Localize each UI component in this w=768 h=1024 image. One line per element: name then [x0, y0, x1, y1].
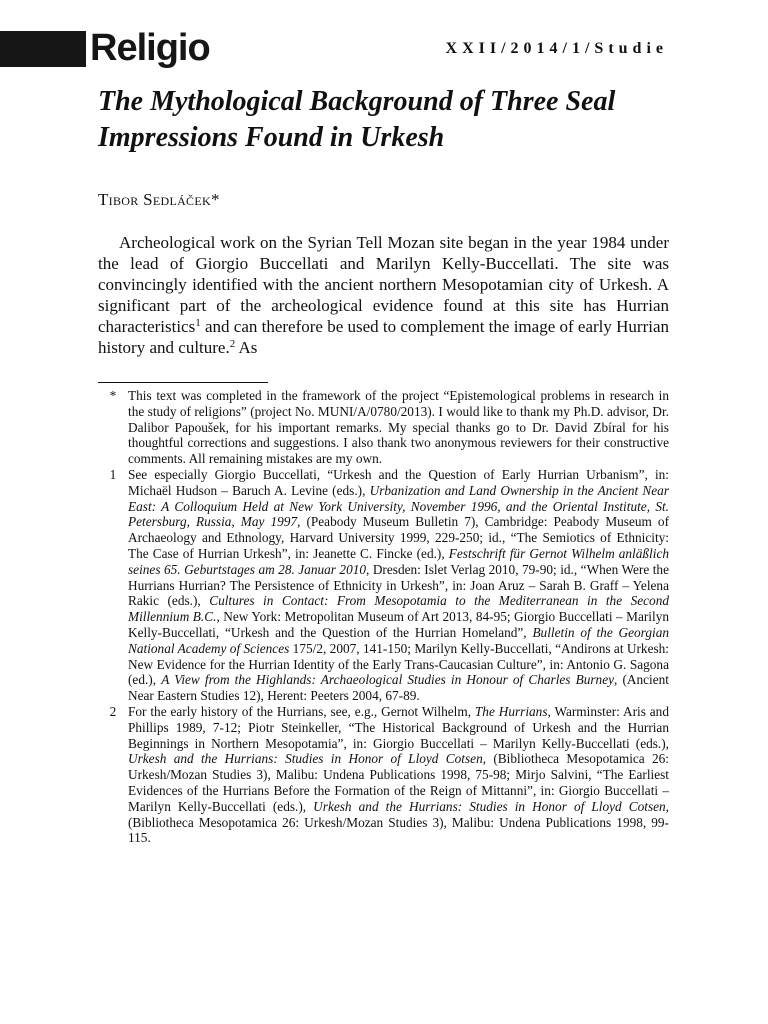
footnotes [98, 388, 669, 846]
text-run: and can therefore be used to complement the image of early Hurrian history and culture. [98, 317, 669, 357]
footnote-ref: 2 [229, 338, 236, 350]
italic-text: Urbanization and Land Ownership in the Ancient Near East: A Colloquium Held at New York University, November 1996, and the Oriental Institute, St. Petersburg, Russia, May 1997 [128, 482, 669, 530]
author-name: Tibor Sedláček* [98, 190, 220, 209]
text-run: , (Peabody Museum Bulletin 7), Cambridge: Peabody Museum of Archaeology and Ethnology, Harvard University 1999, 229-250; id., “The Semiotics of Ethnicity: The Case of Hurrian Urkesh”, in: Jeanette C. Fincke (ed.), [128, 514, 669, 561]
article-title: The Mythological Background of Three Seal Impressions Found in Urkesh [98, 86, 616, 153]
italic-text: Urkesh and the Hurrians: Studies in Honor of Lloyd Cotsen [128, 751, 483, 767]
text-run: As [235, 338, 258, 357]
italic-text: Bulletin of the Georgian National Academy of Sciences [128, 624, 669, 656]
footnote [98, 388, 669, 467]
italic-text: Cultures in Contact: From Mesopotamia to the Mediterranean in the Second Millennium B.C. [128, 593, 669, 625]
italic-text: The Hurrians [474, 703, 548, 719]
text-run: , New York: Metropolitan Museum of Art 2013, 84-95; Giorgio Buccellati – Marilyn Kelly-Buccellati, “Urkesh and the Question of the Hurrian Homeland”, [128, 609, 669, 640]
footnote-text [128, 467, 669, 704]
text-run: For the early history of the Hurrians, see, e.g., Gernot Wilhelm, [128, 703, 475, 719]
footnote-rule [98, 382, 268, 383]
journal-logo: Religio [86, 26, 214, 70]
footnote-text [128, 388, 669, 467]
text-run: , (Bibliotheca Mesopotamica 26: Urkesh/Mozan Studies 3), Malibu: Undena Publications 1998, 99-115. [128, 798, 669, 846]
text-run: 175/2, 2007, 141-150; Marilyn Kelly-Buccellati, “Andirons at Urkesh: New Evidence for the Hurrian Identity of the Early Trans-Caucasian Culture”, in: Antonio G. Sagona (ed.), [128, 640, 669, 688]
footnote-text [128, 704, 669, 846]
footnote [98, 704, 669, 846]
running-head: XXII/2014/1/Studie [445, 40, 668, 57]
body-paragraph [98, 232, 669, 358]
italic-text: Festschrift für Gernot Wilhelm anläßlich seines 65. Geburtstages am 28. Januar 2010 [128, 545, 669, 577]
footnote-mark: 2 [109, 703, 117, 719]
text-run: , (Bibliotheca Mesopotamica 26: Urkesh/Mozan Studies 3), Malibu: Undena Publications 1998, 75-98; Mirjo Salvini, “The Earliest Evidences of the Hurrians Before the Formation of the Reign of Mittanni”, in: Giorgio Buccellati – Marilyn Kelly-Buccellati (eds.), [128, 751, 670, 814]
text-run: , (Ancient Near Eastern Studies 12), Herent: Peeters 2004, 67-89. [128, 672, 669, 704]
text-run: , Dresden: Islet Verlag 2010, 79-90; id., “When Were the Hurrians Hurrian? The Persistence of Ethnicity in Urkesh”, in: Joan Aruz – Sarah B. Graff – Yelena Rakic (eds.), [128, 561, 669, 609]
footnote [98, 467, 669, 704]
footnote-ref: 1 [195, 317, 201, 329]
text-run: Archeological work on the Syrian Tell Mozan site began in the year 1984 under the lead of Giorgio Buccellati and Marilyn Kelly-Buccellati. The site was convincingly identified with the ancient northern Mesopotamian city of Urkesh. A significant part of the archeological evidence found at this site has Hurrian characteristics [98, 233, 669, 336]
text-run: This text was completed in the framework of the project “Epistemological problems in research in the study of religions” (project No. MUNI/A/0780/2013). I would like to thank my Ph.D. advisor, Dr. Dalibor Papoušek, for his important remarks. My special thanks go to Dr. David Zbíral for his thoughtful corrections and suggestions. I also thank two anonymous reviewers for their constructive comments. All remaining mistakes are my own. [128, 388, 669, 467]
footnote-mark: * [109, 388, 117, 403]
footnote-mark: 1 [109, 466, 117, 482]
italic-text: Urkesh and the Hurrians: Studies in Honor of Lloyd Cotsen [313, 798, 666, 814]
italic-text: A View from the Highlands: Archaeological Studies in Honour of Charles Burney [161, 672, 615, 688]
text-run: , Warminster: Aris and Phillips 1989, 7-12; Piotr Steinkeller, “The Historical Background of Urkesh and the Hurrian Beginnings in Northern Mesopotamia”, in: Giorgio Buccellati – Marilyn Kelly-Buccellati (eds.), [128, 703, 669, 751]
text-run: See especially Giorgio Buccellati, “Urkesh and the Question of Early Hurrian Urbanism”, in: Michaël Hudson – Baruch A. Levine (eds.), [128, 466, 669, 498]
